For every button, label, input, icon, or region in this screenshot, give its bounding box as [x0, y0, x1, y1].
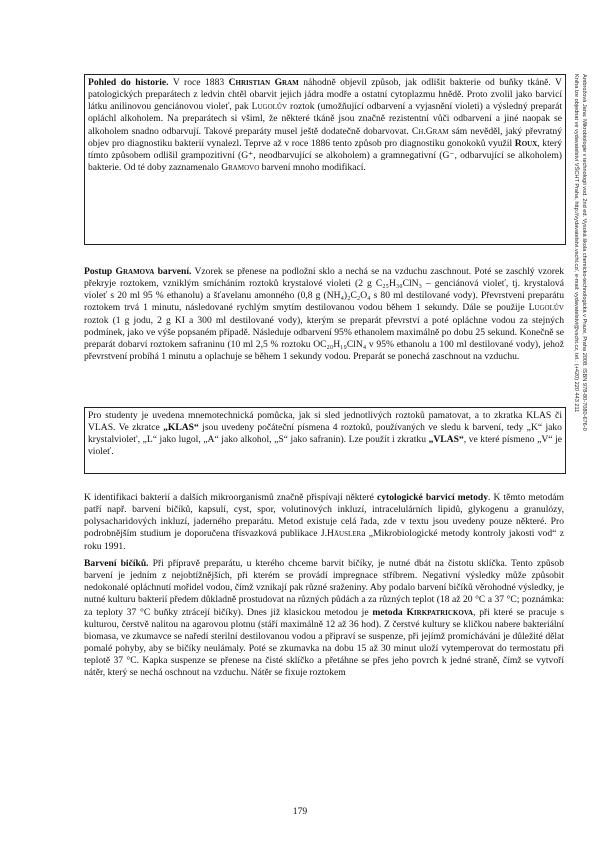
- text-span: roztok (1 g jodu, 2 g KI a 300 ml destilované vody), kterým se preparát převrství a poté opláchne vodou za stejných podmínek, jako ve výše popsaném případě. Následuje odbarvení 95% ethanolem maximálně po dobu 25 sekund. Konečně se preparát dobarví roztokem safraninu (10 ml 2,5 % roztoku OC₂₀H₁₉ClN₄ v 95% ethanolu a 100 ml destilované vody), jehož převrstvení probíhá 1 minutu a oplachuje se během 1 sekundy vodou. Preparát se ponechá zaschnout na vzduchu.: [84, 314, 564, 363]
- sidebar-line-2: Kniha lze objednat ve vydavatelství VŠCHT Praha, http://vydavatelstvi.vscht.cz/, e-mail: vydavatelstvi@vscht.cz, tel.: (+420) 220 443 211: [573, 74, 579, 413]
- text-span: , ve které písmeno „V“ je violeť.: [88, 434, 562, 458]
- text-span: . K těmto metodám patří např. barvení bičíků, kapsulí, cyst, spor, volutinových inkluzí, intracelulárních lipidů, glykogenu a granulózy, polysacharidových inkluzí, jaderného preparátu. Metod existuje celá řada, zde v textu jsou uvedeny pouze některé. Pro podrobnějším studium je doporučena třísvazková publikace J.: [84, 492, 565, 540]
- page-number: 179: [292, 806, 308, 817]
- procedure-heading: Postup: [84, 266, 116, 277]
- gramovo-name: Gramovo: [221, 162, 260, 174]
- procedure-heading-sc: Gramova: [115, 266, 155, 277]
- text-span: roztok (umožňující odbarvení a vyjasnění violeti) a výsledný preparát opláchl alkoholem. Na preparátech si všiml, že některé tkáně jsou značně rezistentní vůči odbarvení a jiné naopak se alkoholem snadno odbarvují. Takové preparáty musel ještě dodatečně dobarvovat.: [88, 101, 563, 137]
- text-span: , který tímto způsobem odlišil grampozitivní (G⁺, neodbarvující se alkoholem) a gramnegativní (G⁻, odbarvující se alkoholem) bakterie. Od té doby zaznamenalo: [88, 137, 562, 174]
- text-span: Pro studenty je uvedena mnemotechnická pomůcka, jak si sled jednotlivých roztoků pamatovat, a to zkratka KLAS či VLAS. Ve zkratce: [88, 410, 562, 434]
- text-span: , při které se pracuje s kulturou, čerstvě nalitou na agarovou plotnu (stáří maximálně 12 až 36 hod). Z čerstvé kultury se kličkou nabere bakteriální biomasa, ve zkumavce se naředí sterilní destilovanou vodou a připraví se suspenze, při jejímž promícháváni je důležité dělat pomalé pohyby, aby se bičíky neulámaly. Poté se zkumavka na dobu 15 až 30 minut uloží vytemperovat do termostatu při teplotě 37 °C. Kapka suspenze se přenese na čisté sklíčko a přetáhne se přes jeho povrch k jedné straně, čímž se vytvoří nátěr, který se nechá oschnout na vzduchu. Nátěr se fixuje roztokem: [84, 606, 564, 679]
- procedure-heading-end: barvení.: [154, 266, 192, 277]
- text-span: Při přípravě preparátu, u kterého chceme barvit bičíky, je nutné dbát na čistotu sklíčka. Tento způsob barvení je jedním z nejobtížnějších, při kterém se provádí impregnace stříbrem. Negativní výsledky může způsobit nedokonalé opláchnutí mořidel vodou, čímž vznikají pak různé sraženiny. Aby podalo barvení bičíků věrohodné výsledky, je nutné kulturu bakterií předem důkladně prostudovat na různých půdách a za různých teplot (18 až 20 °C a 37 °C; poznámka: za teploty 37 °C buňky ztrácejí bičíky). Dnes již klasickou metodou je: [84, 558, 564, 618]
- klas-term: „KLAS“: [163, 422, 199, 434]
- mnemonic-box: [84, 407, 566, 474]
- text-span: náhodně objevil způsob, jak odlišit bakterie od buňky tkáně. V patologických preparátech z ledvin chtěl obarvit jejich jádra modře a ostatní cytoplazmu hnědě. Proto zvolil jako barvicí látku anilinovou genciánovou violeť, pak: [88, 77, 562, 113]
- vlas-term: „VLAS“: [428, 434, 464, 446]
- hausler-name: Häusler: [327, 528, 362, 540]
- lugol-name: Lugolův: [251, 101, 288, 113]
- lugol-name: Lugolův: [528, 302, 564, 314]
- method-term: metoda: [372, 606, 407, 618]
- text-span: barvení mnoho modifikací.: [259, 162, 366, 174]
- flagella-paragraph: [84, 558, 564, 680]
- cytology-paragraph: [84, 492, 564, 553]
- history-box: [84, 74, 566, 245]
- sidebar-citation: [573, 74, 588, 622]
- flagella-heading: Barvení bičíků.: [84, 558, 149, 569]
- text-span: V roce 1883: [168, 77, 229, 88]
- kirkpatrick-name: Kirkpatrickova: [406, 606, 474, 618]
- procedure-paragraph: [84, 266, 564, 363]
- roux-name: Roux: [514, 137, 538, 149]
- sidebar-text: [572, 74, 588, 622]
- text-span: Vzorek se přenese na podložní sklo a nechá se na vzduchu zaschnout. Poté se zaschlý vzorek překryje roztokem, vzniklým smícháním roztoků krystalové violeti (2 g C₂₅H₃₀ClN₃ – genciánová violeť, tj. krystalová violeť s 20 ml 95 % ethanolu) a šťavelanu amonného (0,8 g (NH₄)₂C₂O₄ s 80 ml destilované vody). Převrstvení preparátu roztokem trvá 1 minutu, následované rychlým smytím destilovanou vodou během 1 sekundy. Dále se použije: [84, 266, 565, 314]
- cytology-term: cytologické barvicí metody: [376, 492, 489, 503]
- sidebar-line-1: Ambrožová Jana: Mikrobiologie v technologii vod. 2nd ed. Vysoká škola chemicko-technologická v Praze, Praha 2008. ISBN 978-80-7080-676-0: [581, 74, 587, 431]
- text-span: a „Mikrobiologické metody kontroly jakosti vod“ z roku 1991.: [84, 528, 564, 552]
- text-span: K identifikaci bakterií a dalších mikroorganismů značně přispívají některé: [84, 492, 377, 503]
- text-span: jsou uvedeny počáteční písmena 4 roztoků, používaných ve sledu k barvení, tedy „K“ jako krystalviolet', „L“ jako lugol, „A“ jako alkohol, „S“ jako safranin). Lze použít i zkratku: [88, 422, 562, 446]
- gram-name: Christian Gram: [228, 77, 299, 88]
- mnemonic-paragraph: [85, 408, 565, 461]
- chgram-name: Ch.Gram: [411, 125, 449, 137]
- text-span: sám nevěděl, jaký převratný objev pro diagnostiku bakterií vynalezl. Teprve až v roce 1886 tento způsob pro diagnostiku gonokoků využil: [88, 125, 562, 149]
- history-heading: Pohled do historie.: [88, 77, 169, 88]
- history-paragraph: [85, 75, 565, 176]
